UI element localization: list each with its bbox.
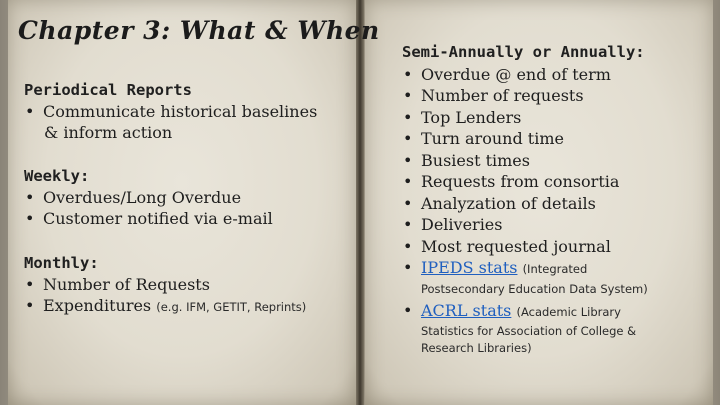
semi-annual-item-text: Requests from consortia [421,172,620,191]
slide-title: Chapter 3: What & When [18,16,380,45]
semi-annual-item-text: Deliveries [421,215,503,234]
semi-annual-section [402,42,648,357]
bullet: • [25,296,35,315]
weekly-section [24,166,273,229]
bullet: • [403,236,413,256]
bullet: • [403,64,413,84]
monthly-item-note: (e.g. IFM, GETIT, Reprints) [156,300,307,314]
monthly-heading: Monthly: [24,254,99,272]
semi-annual-item [402,214,648,236]
semi-annual-item [402,171,648,193]
periodical-item [24,101,317,122]
bullet: • [403,150,413,170]
semi-annual-item [402,107,648,129]
weekly-item-text: Overdues/Long Overdue [43,188,242,207]
acrl-item [402,300,648,324]
monthly-item-text: Expenditures [43,296,152,315]
periodical-item-text: Communicate historical baselines [43,102,318,121]
ipeds-note-cont: Postsecondary Education Data System) [421,281,648,296]
monthly-item [24,295,306,318]
periodical-item-cont: & inform action [44,123,173,142]
acrl-note: (Academic Library [516,304,621,319]
semi-annual-item [402,150,648,172]
weekly-item [24,208,273,229]
semi-annual-heading: Semi-Annually or Annually: [402,43,645,61]
weekly-item-text: Customer notified via e-mail [43,209,273,228]
periodical-heading: Periodical Reports [24,81,192,99]
periodical-section [24,80,317,143]
bullet: • [403,129,413,148]
semi-annual-item [402,64,648,86]
monthly-section [24,253,306,318]
acrl-note-cont: Research Libraries) [421,341,532,355]
weekly-item [24,187,273,208]
bullet: • [403,172,413,191]
semi-annual-item [402,128,648,150]
acrl-stats-link[interactable]: ACRL stats [421,300,512,320]
weekly-heading: Weekly: [24,167,90,185]
bullet: • [403,215,413,234]
semi-annual-item-text: Top Lenders [421,107,522,127]
semi-annual-item-text: Busiest times [421,150,530,170]
bullet: • [403,193,413,213]
bullet: • [25,275,35,294]
ipeds-note: (Integrated [522,262,588,276]
semi-annual-item-text: Number of requests [421,86,584,105]
semi-annual-item-text: Overdue @ end of term [421,64,611,84]
monthly-item [24,274,306,295]
bullet: • [25,188,35,207]
bullet: • [403,258,413,277]
semi-annual-item-text: Analyzation of details [421,193,596,213]
ipeds-item [402,257,648,281]
ipeds-stats-link[interactable]: IPEDS stats [421,258,518,277]
bullet: • [403,107,413,127]
semi-annual-item-text: Turn around time [421,129,564,148]
semi-annual-item [402,236,648,258]
book-gutter [356,0,364,405]
semi-annual-item [402,193,648,215]
bullet: • [403,86,413,105]
semi-annual-item [402,85,648,107]
bullet: • [25,209,35,228]
semi-annual-item-text: Most requested journal [421,236,611,256]
bullet: • [25,102,35,121]
monthly-item-text: Number of Requests [43,275,210,294]
bullet: • [403,300,413,320]
acrl-note-cont: Statistics for Association of College & [421,324,637,338]
